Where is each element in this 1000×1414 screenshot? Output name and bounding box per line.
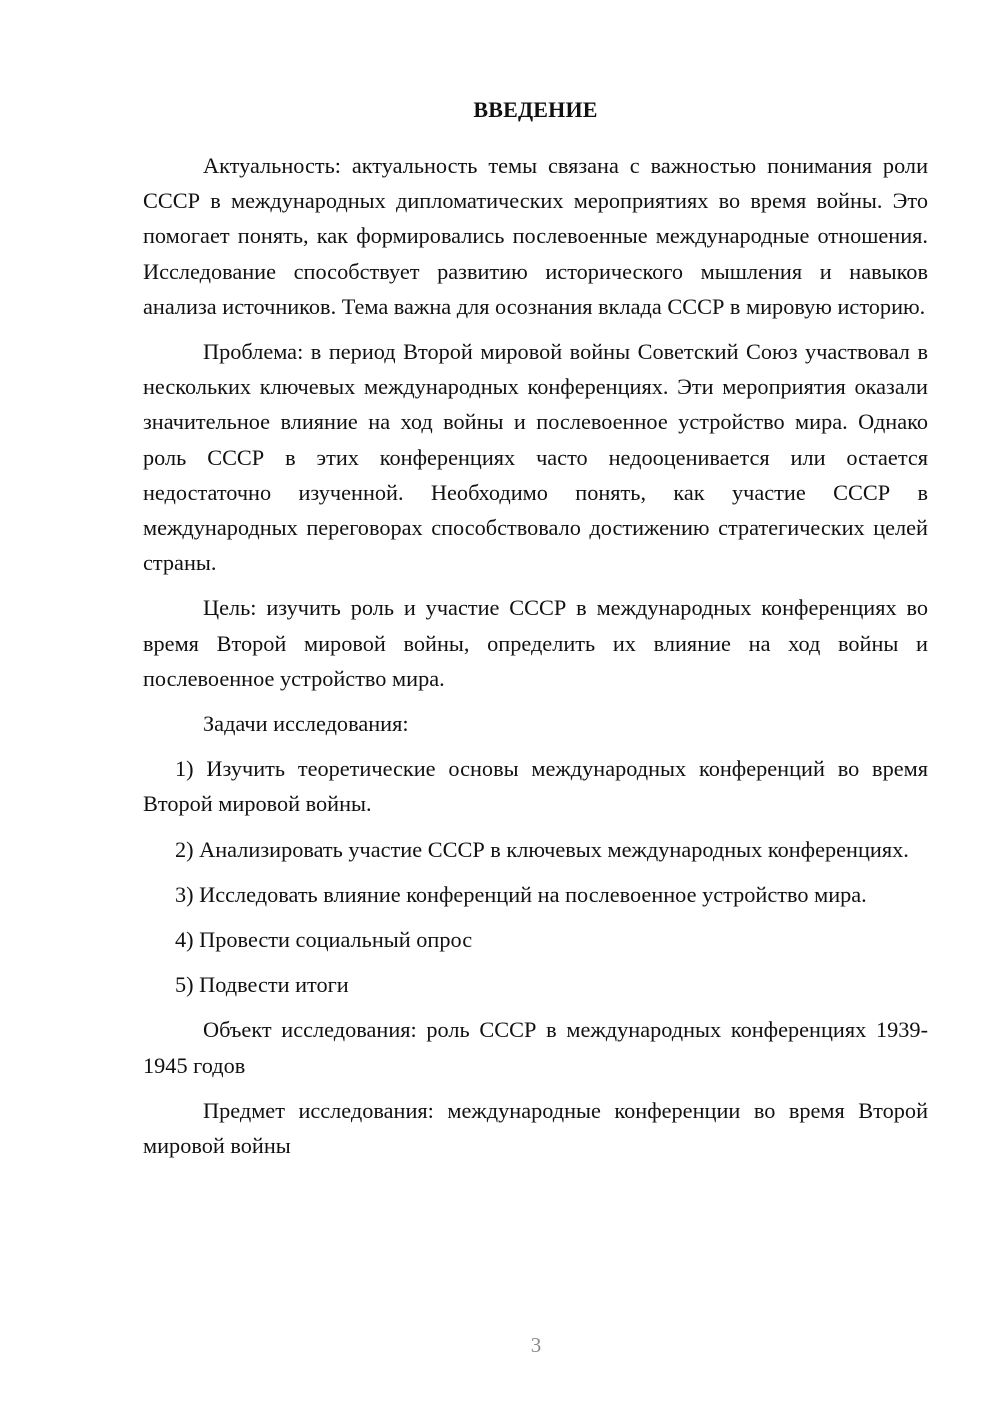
page-number: 3: [530, 1333, 542, 1357]
section-heading: ВВЕДЕНИЕ: [473, 97, 598, 122]
tasks-heading: Задачи исследования:: [203, 711, 409, 737]
goal-paragraph: Цель: изучить роль и участие СССР в международных конференциях во время Второй мировой войны, определить их влияние на ход войны и послевоенное устройство мира.: [143, 595, 928, 691]
task-item-4: 4) Провести социальный опрос: [175, 927, 473, 953]
document-page: [143, 95, 928, 1163]
research-object-paragraph: Объект исследования: роль СССР в международных конференциях 1939-1945 годов: [143, 1017, 928, 1078]
task-item-1: 1) Изучить теоретические основы международных конференций во время Второй мировой войны.: [143, 756, 928, 817]
task-item-3: 3) Исследовать влияние конференций на послевоенное устройство мира.: [175, 881, 867, 907]
problem-paragraph: Проблема: в период Второй мировой войны Советский Союз участвовал в нескольких ключевых международных конференциях. Эти мероприятия оказали значительное влияние на ход войны и послевоенное устройство мира. Однако роль СССР в этих конференциях часто недооценивается или остается недостаточно изученной. Необходимо понять, как участие СССР в международных переговорах способствовало достижению стратегических целей страны.: [143, 339, 928, 576]
task-item-2: 2) Анализировать участие СССР в ключевых международных конференциях.: [175, 836, 909, 862]
task-item-5: 5) Подвести итоги: [175, 972, 349, 998]
relevance-paragraph: Актуальность: актуальность темы связана с важностью понимания роли СССР в международных дипломатических мероприятиях во время войны. Это помогает понять, как формировались послевоенные международные отношения. Исследование способствует развитию исторического мышления и навыков анализа источников. Тема важна для осознания вклада СССР в мировую историю.: [143, 153, 928, 319]
research-subject-paragraph: Предмет исследования: международные конференции во время Второй мировой войны: [143, 1097, 928, 1159]
